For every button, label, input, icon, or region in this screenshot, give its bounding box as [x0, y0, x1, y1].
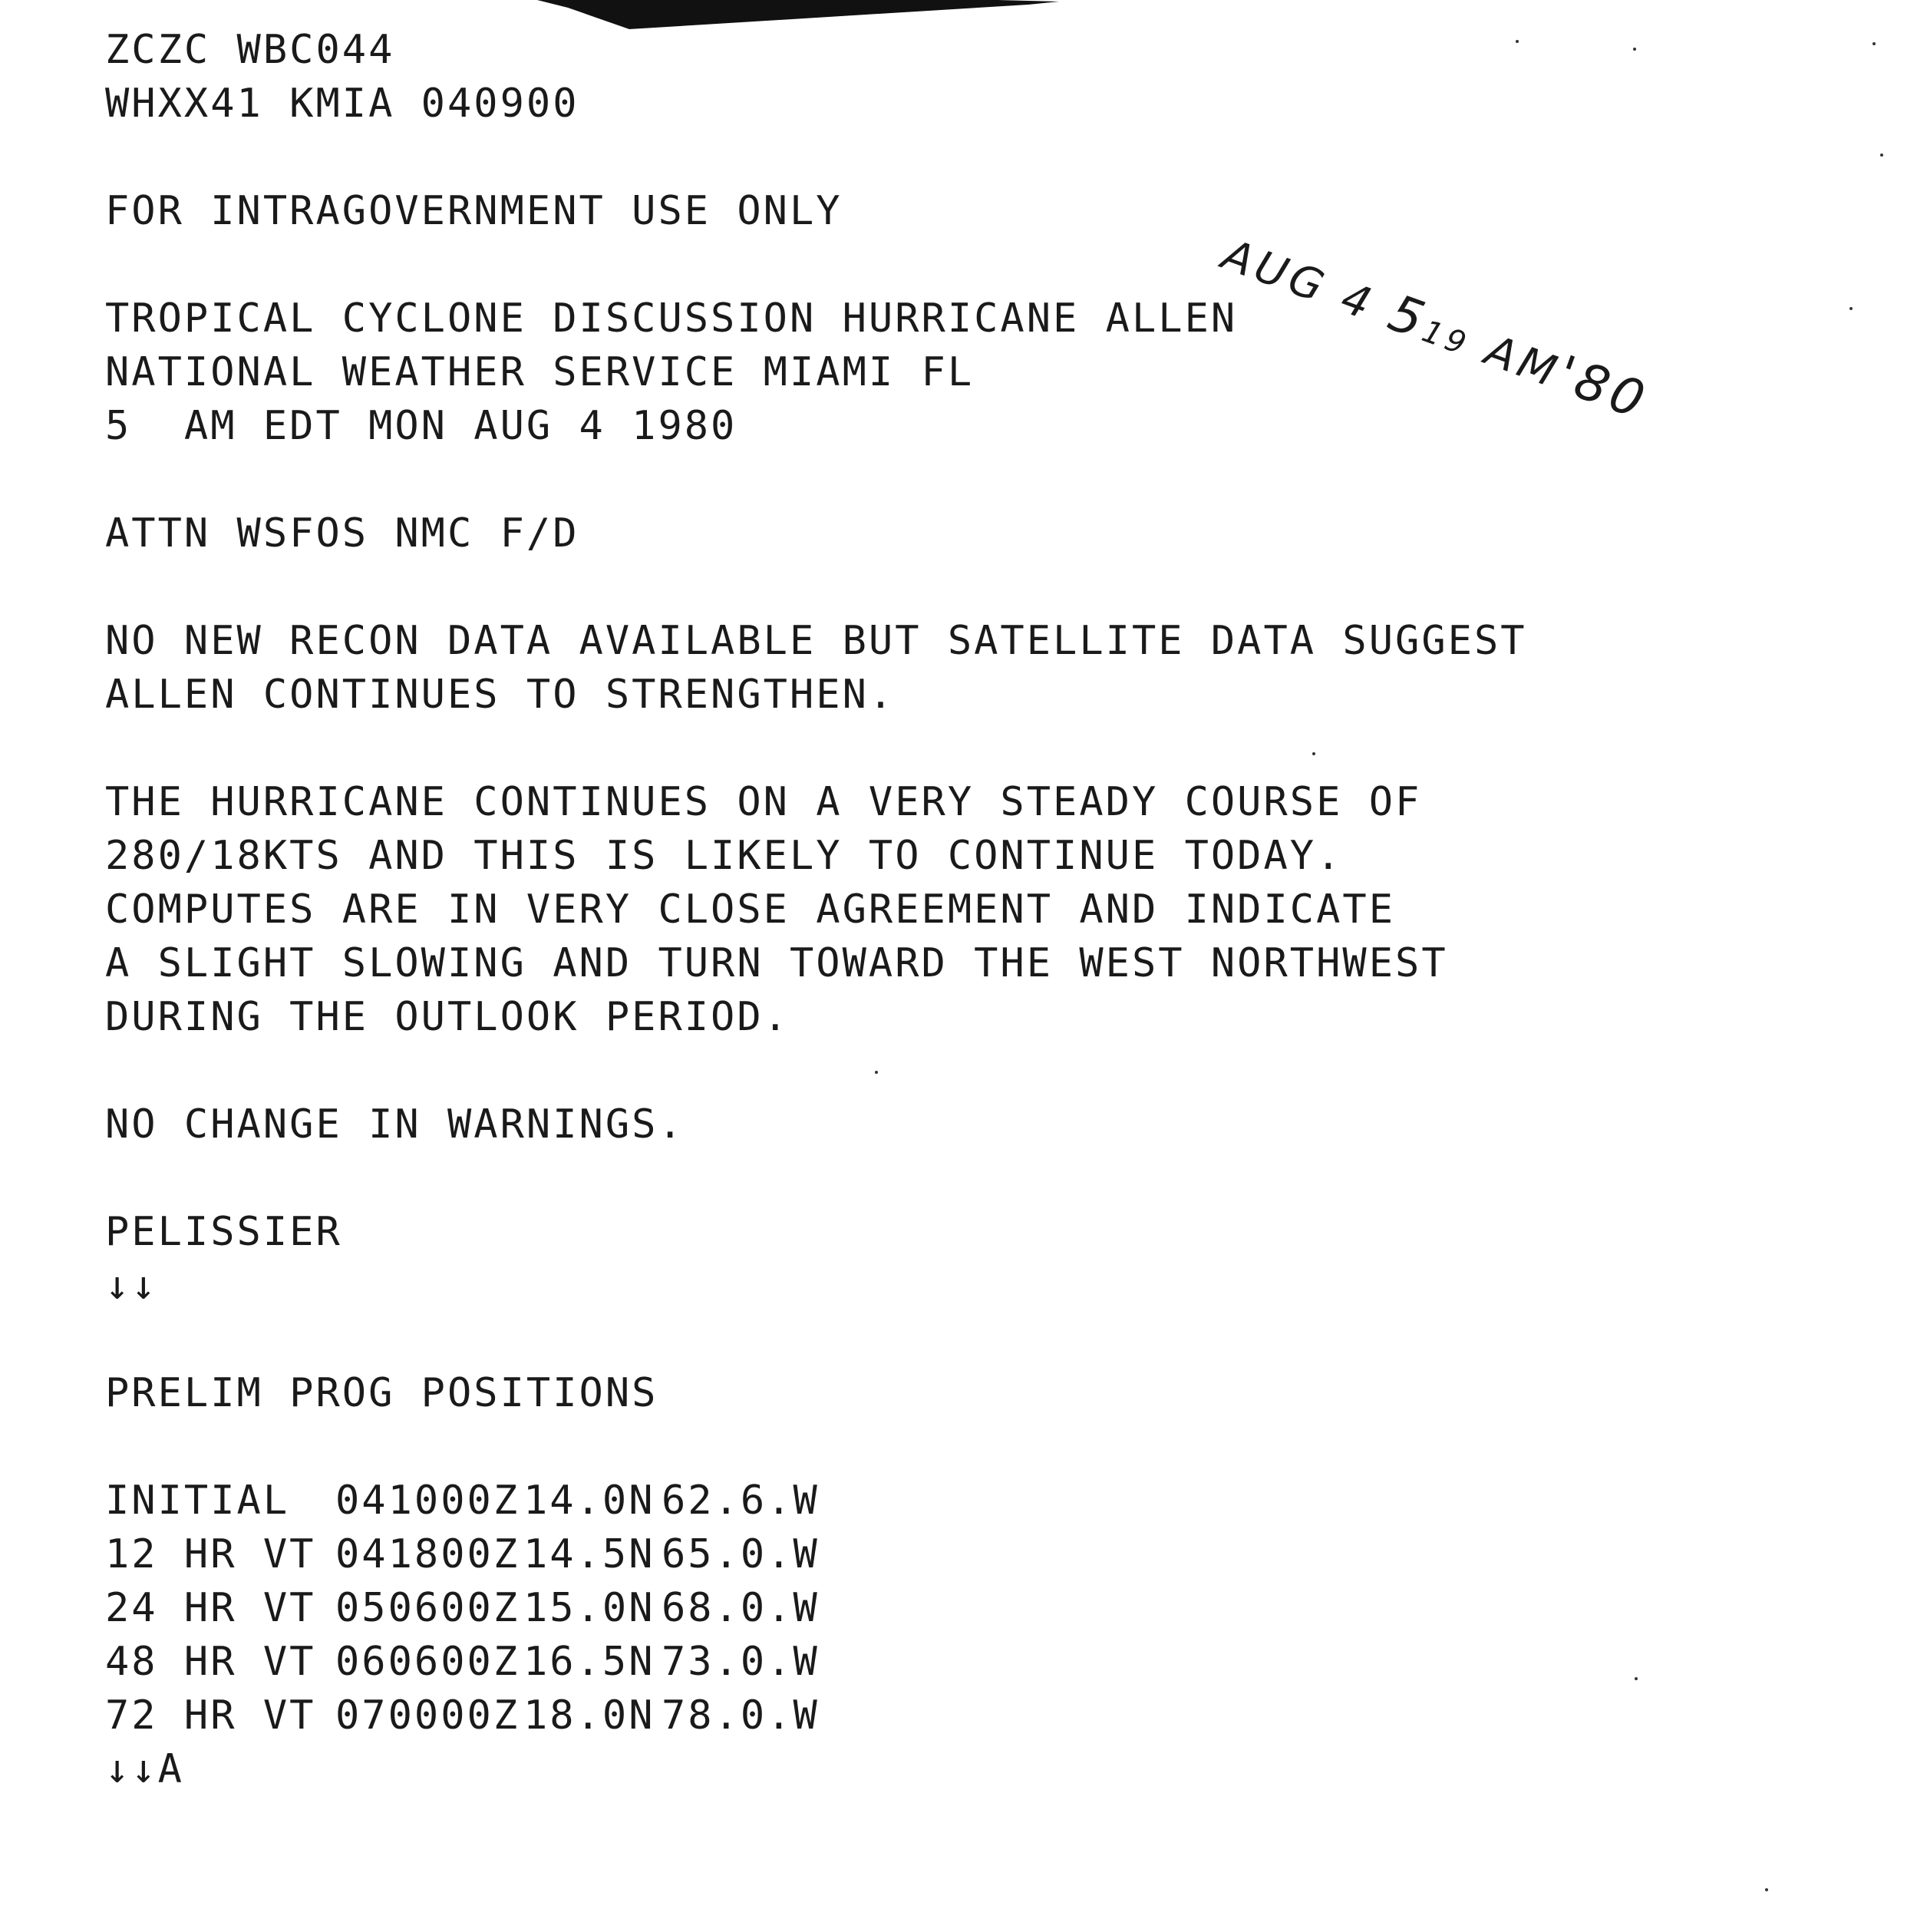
signature: PELISSIER — [105, 1209, 342, 1255]
position-label: 24 HR VT — [105, 1585, 316, 1631]
prog-heading: PRELIM PROG POSITIONS — [105, 1370, 658, 1416]
paper-speck — [1880, 154, 1883, 157]
paper-speck — [1849, 307, 1853, 310]
paper-speck — [1765, 1888, 1768, 1891]
paragraph-2-line-3: COMPUTES ARE IN VERY CLOSE AGREEMENT AND INDICATE — [105, 887, 1396, 933]
position-time: 070000Z — [335, 1693, 520, 1739]
position-lat: 14.5N — [523, 1531, 655, 1577]
end-mark-2: ↓↓A — [105, 1746, 184, 1792]
paragraph-3: NO CHANGE IN WARNINGS. — [105, 1101, 685, 1148]
stamp-hour: 5 — [1381, 282, 1437, 352]
title-line-1: TROPICAL CYCLONE DISCUSSION HURRICANE ALLEN — [105, 296, 1238, 342]
table-row — [105, 1689, 838, 1742]
title-line-2: NATIONAL WEATHER SERVICE MIAMI FL — [105, 349, 975, 395]
position-label: 72 HR VT — [105, 1693, 316, 1739]
paper-speck — [875, 1071, 878, 1074]
attention-line: ATTN WSFOS NMC F/D — [105, 510, 579, 556]
stamp-ampm: AM — [1479, 325, 1567, 398]
header-line-1: ZCZC WBC044 — [105, 27, 395, 73]
position-lat: 15.0N — [523, 1585, 655, 1631]
stamp-minute: 19 — [1417, 313, 1475, 364]
position-lon: 73.0.W — [662, 1639, 820, 1685]
position-lon: 78.0.W — [662, 1693, 820, 1739]
position-time: 041000Z — [335, 1478, 520, 1524]
paragraph-1-line-1: NO NEW RECON DATA AVAILABLE BUT SATELLITE DATA SUGGEST — [105, 618, 1527, 664]
position-label: INITIAL — [105, 1478, 290, 1524]
position-lon: 68.0.W — [662, 1585, 820, 1631]
paper-speck — [1633, 48, 1636, 51]
table-row — [105, 1581, 838, 1635]
table-row — [105, 1527, 838, 1581]
position-lon: 65.0.W — [662, 1531, 820, 1577]
position-time: 041800Z — [335, 1531, 520, 1577]
position-label: 12 HR VT — [105, 1531, 316, 1577]
header-line-2: WHXX41 KMIA 040900 — [105, 81, 579, 127]
title-line-3: 5 AM EDT MON AUG 4 1980 — [105, 403, 737, 449]
table-row — [105, 1635, 838, 1689]
paper-speck — [1635, 1677, 1638, 1680]
position-lon: 62.6.W — [662, 1478, 820, 1524]
paragraph-2-line-4: A SLIGHT SLOWING AND TURN TOWARD THE WEST NORTHWEST — [105, 940, 1448, 986]
position-time: 050600Z — [335, 1585, 520, 1631]
position-label: 48 HR VT — [105, 1639, 316, 1685]
stamp-day: 4 — [1334, 272, 1382, 331]
position-lat: 18.0N — [523, 1693, 655, 1739]
position-lat: 14.0N — [523, 1478, 655, 1524]
stamp-month: AUG — [1216, 230, 1335, 314]
paragraph-2-line-1: THE HURRICANE CONTINUES ON A VERY STEADY COURSE OF — [105, 779, 1422, 825]
positions-table — [105, 1474, 838, 1742]
paragraph-2-line-5: DURING THE OUTLOOK PERIOD. — [105, 994, 790, 1040]
restriction-notice: FOR INTRAGOVERNMENT USE ONLY — [105, 188, 843, 234]
paper-speck — [1516, 40, 1519, 43]
end-mark-1: ↓↓ — [105, 1263, 158, 1309]
position-time: 060600Z — [335, 1639, 520, 1685]
paragraph-2-line-2: 280/18KTS AND THIS IS LIKELY TO CONTINUE TODAY. — [105, 833, 1343, 879]
paper-speck — [1872, 42, 1876, 45]
paragraph-1-line-2: ALLEN CONTINUES TO STRENGTHEN. — [105, 672, 896, 718]
table-row — [105, 1474, 838, 1527]
teletype-message — [105, 23, 1527, 1796]
stamp-year: '80 — [1549, 344, 1657, 431]
position-lat: 16.5N — [523, 1639, 655, 1685]
paper-speck — [1312, 752, 1315, 755]
